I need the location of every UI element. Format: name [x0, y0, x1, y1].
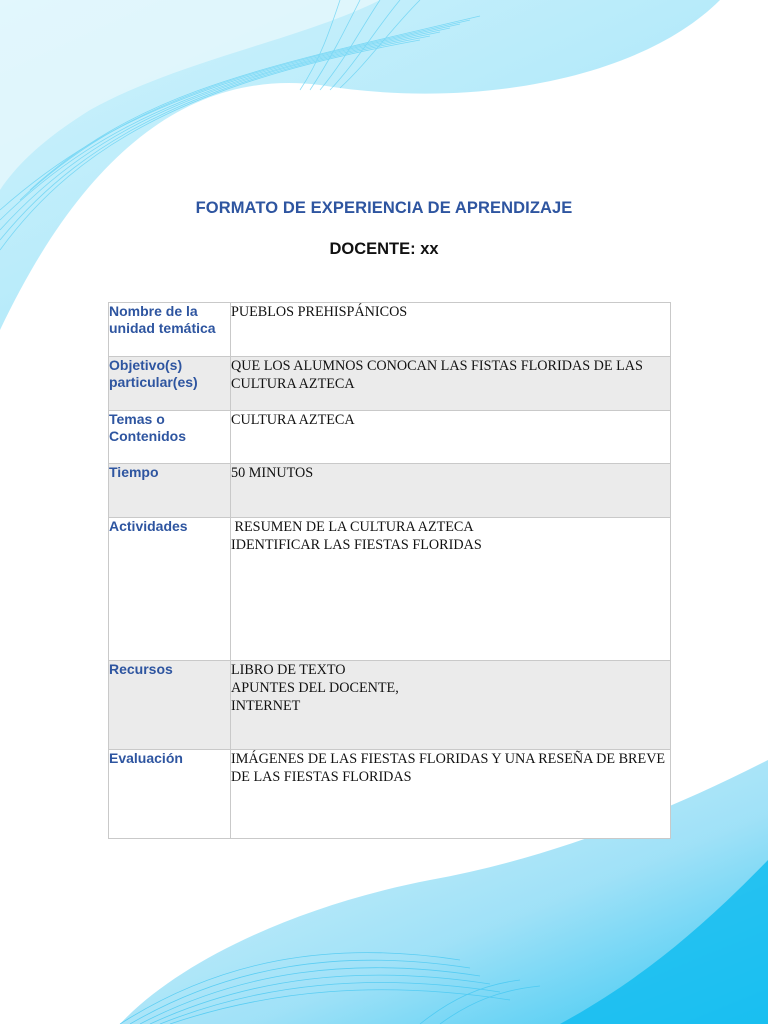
row-value: RESUMEN DE LA CULTURA AZTECA IDENTIFICAR LAS FIESTAS FLORIDAS [231, 518, 671, 661]
table-row [109, 750, 671, 839]
table-row [109, 411, 671, 464]
row-value: IMÁGENES DE LAS FIESTAS FLORIDAS Y UNA RESEÑA DE BREVE DE LAS FIESTAS FLORIDAS [231, 750, 671, 839]
document-title: FORMATO DE EXPERIENCIA DE APRENDIZAJE [195, 199, 573, 217]
table-row [109, 357, 671, 411]
table-row [109, 464, 671, 518]
table-row [109, 303, 671, 357]
table-row [109, 661, 671, 750]
row-label: Tiempo [109, 464, 231, 518]
row-label: Recursos [109, 661, 231, 750]
row-value: 50 MINUTOS [231, 464, 671, 518]
row-label: Nombre de la unidad temática [109, 303, 231, 357]
row-value: QUE LOS ALUMNOS CONOCAN LAS FISTAS FLORIDAS DE LAS CULTURA AZTECA [231, 357, 671, 411]
row-label: Actividades [109, 518, 231, 661]
row-label: Objetivo(s) particular(es) [109, 357, 231, 411]
learning-experience-table [108, 302, 671, 839]
docente-heading: DOCENTE: xx [329, 240, 439, 258]
row-value: LIBRO DE TEXTO APUNTES DEL DOCENTE, INTERNET [231, 661, 671, 750]
table-row [109, 518, 671, 661]
row-label: Temas o Contenidos [109, 411, 231, 464]
row-value: CULTURA AZTECA [231, 411, 671, 464]
row-label: Evaluación [109, 750, 231, 839]
row-value: PUEBLOS PREHISPÁNICOS [231, 303, 671, 357]
